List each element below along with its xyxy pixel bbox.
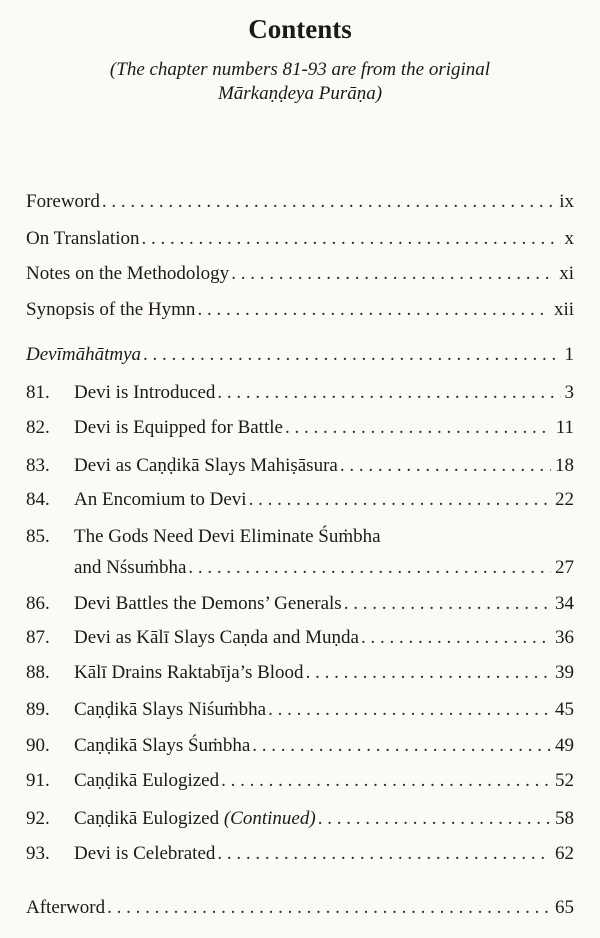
chapter-title: Devi is Equipped for Battle <box>74 417 283 438</box>
chapter-title-italic: (Continued) <box>223 808 316 829</box>
leader-dots <box>142 227 561 251</box>
entry-page-number: 1 <box>564 344 574 365</box>
toc-entry-synopsis[interactable] <box>26 298 574 322</box>
chapter-number: 83. <box>26 455 50 476</box>
leader-dots <box>143 343 560 367</box>
chapter-title: Caṇḍikā Slays Niśuṁbha <box>74 699 267 720</box>
entry-page-number: ix <box>559 191 574 212</box>
chapter-title: An Encomium to Devi <box>74 489 247 510</box>
entry-page-number: 3 <box>564 382 574 403</box>
entry-page-number: 34 <box>555 593 574 614</box>
leader-dots <box>285 416 552 440</box>
chapter-title: Caṇḍikā Slays Śuṁbha <box>74 735 251 756</box>
entry-page-number: 18 <box>555 455 574 476</box>
leader-dots <box>252 734 551 758</box>
entry-label: On Translation <box>26 228 140 249</box>
leader-dots <box>231 262 555 286</box>
leader-dots <box>221 769 551 793</box>
chapter-title: Devi Battles the Demons’ Generals <box>74 593 342 614</box>
chapter-title: Caṇḍikā Eulogized <box>74 770 220 791</box>
leader-dots <box>217 381 560 405</box>
note-line-1: (The chapter numbers 81-93 are from the original <box>109 59 491 80</box>
toc-chapter-84[interactable] <box>26 488 574 512</box>
chapter-title-continued: and Nśsuṁbha <box>74 557 187 578</box>
toc-entry-methodology[interactable] <box>26 262 574 286</box>
chapter-title: The Gods Need Devi Eliminate Śuṁbha <box>74 526 381 547</box>
toc-chapter-85[interactable] <box>74 556 574 580</box>
leader-dots <box>344 592 551 616</box>
chapter-title-main: Caṇḍikā Eulogized <box>74 808 220 829</box>
chapter-title: Devi as Caṇḍikā Slays Mahiṣāsura <box>74 455 338 476</box>
toc-chapter-85-first-line[interactable] <box>26 525 381 549</box>
note-line-2: Mārkaṇḍeya Purāṇa) <box>217 83 383 104</box>
leader-dots <box>197 298 550 322</box>
chapter-title: Kālī Drains Raktabīja’s Blood <box>74 662 304 683</box>
chapter-number: 84. <box>26 489 50 510</box>
toc-entry-on-translation[interactable] <box>26 227 574 251</box>
toc-chapter-82[interactable] <box>26 416 574 440</box>
leader-dots <box>361 626 551 650</box>
entry-page-number: xi <box>559 263 574 284</box>
chapter-number: 88. <box>26 662 50 683</box>
entry-page-number: 39 <box>555 662 574 683</box>
toc-entry-foreword[interactable] <box>26 190 574 214</box>
leader-dots <box>318 807 551 831</box>
leader-dots <box>306 661 551 685</box>
leader-dots <box>268 698 551 722</box>
toc-chapter-81[interactable] <box>26 381 574 405</box>
entry-label: Synopsis of the Hymn <box>26 299 196 320</box>
chapter-number: 86. <box>26 593 50 614</box>
entry-label: Notes on the Methodology <box>26 263 230 284</box>
chapter-number: 87. <box>26 627 50 648</box>
chapter-numbering-note <box>0 58 600 106</box>
entry-page-number: 58 <box>555 808 574 829</box>
chapter-title: Devi is Celebrated <box>74 843 216 864</box>
chapter-number: 92. <box>26 808 50 829</box>
entry-page-number: x <box>564 228 574 249</box>
leader-dots <box>102 190 555 214</box>
chapter-title: Devi as Kālī Slays Caṇda and Muṇda <box>74 627 359 648</box>
entry-page-number: 45 <box>555 699 574 720</box>
entry-page-number: xii <box>553 299 574 320</box>
chapter-number: 90. <box>26 735 50 756</box>
entry-page-number: 22 <box>555 489 574 510</box>
toc-chapter-83[interactable] <box>26 454 574 478</box>
toc-chapter-93[interactable] <box>26 842 574 866</box>
chapter-number: 91. <box>26 770 50 791</box>
leader-dots <box>249 488 551 512</box>
entry-page-number: 65 <box>555 897 574 918</box>
chapter-number: 82. <box>26 417 50 438</box>
toc-entry-devimahatmya[interactable] <box>26 343 574 367</box>
entry-page-number: 49 <box>555 735 574 756</box>
toc-chapter-87[interactable] <box>26 626 574 650</box>
leader-dots <box>340 454 551 478</box>
leader-dots <box>217 842 551 866</box>
entry-label: Devīmāhātmya <box>26 344 142 365</box>
leader-dots <box>107 896 551 920</box>
toc-chapter-90[interactable] <box>26 734 574 758</box>
toc-chapter-92[interactable] <box>26 807 574 831</box>
toc-chapter-89[interactable] <box>26 698 574 722</box>
leader-dots <box>188 556 551 580</box>
entry-page-number: 62 <box>555 843 574 864</box>
page-title: Contents <box>248 14 352 44</box>
toc-chapter-86[interactable] <box>26 592 574 616</box>
chapter-number: 89. <box>26 699 50 720</box>
entry-page-number: 27 <box>555 557 574 578</box>
toc-entry-afterword[interactable] <box>26 896 574 920</box>
chapter-title: Devi is Introduced <box>74 382 216 403</box>
entry-label: Afterword <box>26 897 106 918</box>
toc-chapter-88[interactable] <box>26 661 574 685</box>
entry-page-number: 52 <box>555 770 574 791</box>
entry-page-number: 36 <box>555 627 574 648</box>
chapter-number: 93. <box>26 843 50 864</box>
chapter-number: 81. <box>26 382 50 403</box>
entry-page-number: 11 <box>555 417 574 438</box>
toc-chapter-91[interactable] <box>26 769 574 793</box>
entry-label: Foreword <box>26 191 100 212</box>
chapter-number: 85. <box>26 526 50 547</box>
chapter-title <box>74 807 316 831</box>
